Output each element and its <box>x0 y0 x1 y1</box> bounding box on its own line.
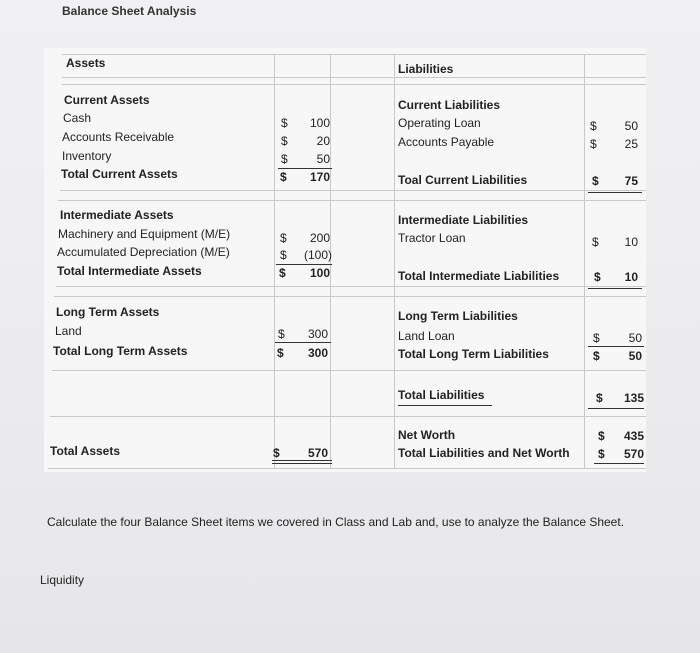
grid-line <box>50 416 646 417</box>
total-current-liabilities-label: Toal Current Liabilities <box>398 173 528 187</box>
asset-item-sign: $ <box>280 248 287 262</box>
liability-item-label: Land Loan <box>398 329 455 343</box>
balance-sheet-table <box>44 48 646 472</box>
total-underline <box>588 192 642 193</box>
asset-item-value: 50 <box>316 152 330 166</box>
total-underline <box>272 463 332 464</box>
net-worth-sign: $ <box>598 429 605 443</box>
total-liabilities-label: Total Liabilities <box>398 388 485 402</box>
total-liabilities-net-worth-sign: $ <box>598 447 605 461</box>
total-underline <box>588 346 644 347</box>
grid-line <box>394 54 395 468</box>
total-long-term-liabilities-sign: $ <box>593 349 600 363</box>
asset-item-sign: $ <box>281 116 288 130</box>
asset-item-label: Inventory <box>62 149 112 163</box>
asset-item-sign: $ <box>281 134 288 148</box>
asset-item-label: Land <box>55 324 82 338</box>
total-liabilities-sign: $ <box>596 391 603 405</box>
intermediate-assets-heading: Intermediate Assets <box>60 208 174 222</box>
total-underline <box>588 408 644 409</box>
net-worth-label: Net Worth <box>398 428 456 442</box>
grid-line <box>54 296 646 297</box>
liability-item-value: 50 <box>628 331 642 345</box>
grid-line <box>274 54 275 468</box>
liability-item-label: Tractor Loan <box>398 231 466 245</box>
liabilities-header: Liabilities <box>398 62 454 76</box>
grid-line <box>60 190 646 191</box>
liquidity-label: Liquidity <box>40 573 85 587</box>
total-intermediate-liabilities-label: Total Intermediate Liabilities <box>398 269 560 283</box>
liability-item-value: 50 <box>624 119 638 133</box>
liability-item-sign: $ <box>590 137 597 151</box>
total-long-term-assets-sign: $ <box>277 346 284 360</box>
total-assets-label: Total Assets <box>50 444 121 458</box>
total-current-assets-label: Total Current Assets <box>61 167 178 181</box>
grid-line <box>58 200 646 201</box>
total-underline <box>275 342 331 343</box>
liability-item-label: Operating Loan <box>398 116 481 130</box>
intermediate-liabilities-heading: Intermediate Liabilities <box>398 213 529 227</box>
liability-item-value: 25 <box>624 137 638 151</box>
grid-line <box>52 370 646 371</box>
page-title: Balance Sheet Analysis <box>62 4 197 18</box>
liability-item-label: Accounts Payable <box>398 135 495 149</box>
asset-item-value: 200 <box>309 231 330 245</box>
assets-header: Assets <box>66 56 106 70</box>
grid-line <box>62 84 646 85</box>
grid-line <box>56 286 646 287</box>
total-underline <box>276 264 332 265</box>
total-underline <box>272 460 332 461</box>
total-intermediate-assets-label: Total Intermediate Assets <box>57 264 202 278</box>
total-liabilities-net-worth-label: Total Liabilities and Net Worth <box>398 446 570 460</box>
total-long-term-liabilities-value: 50 <box>628 349 642 363</box>
grid-line <box>48 468 646 469</box>
grid-line <box>62 77 646 78</box>
long-term-liabilities-heading: Long Term Liabilities <box>398 309 518 323</box>
total-liabilities-value: 135 <box>623 391 644 405</box>
total-intermediate-assets-sign: $ <box>279 266 286 280</box>
total-current-liabilities-value: 75 <box>624 174 638 188</box>
total-current-liabilities-sign: $ <box>592 174 599 188</box>
net-worth-value: 435 <box>623 429 644 443</box>
total-intermediate-assets-value: 100 <box>309 266 330 280</box>
total-long-term-liabilities-label: Total Long Term Liabilities <box>398 347 549 361</box>
asset-item-sign: $ <box>278 327 285 341</box>
asset-item-sign: $ <box>281 152 288 166</box>
asset-item-label: Machinery and Equipment (M/E) <box>58 227 231 241</box>
liability-item-sign: $ <box>592 235 599 249</box>
total-long-term-assets-label: Total Long Term Assets <box>53 344 188 358</box>
current-liabilities-heading: Current Liabilities <box>398 98 501 112</box>
asset-item-value: 20 <box>316 134 330 148</box>
asset-item-label: Accounts Receivable <box>62 130 175 144</box>
total-underline <box>278 168 332 169</box>
total-assets-sign: $ <box>273 446 280 460</box>
total-intermediate-liabilities-sign: $ <box>594 270 601 284</box>
grid-line <box>62 54 646 55</box>
asset-item-label: Cash <box>63 111 92 125</box>
total-current-assets-value: 170 <box>309 170 330 184</box>
grid-line <box>584 54 585 468</box>
liability-item-sign: $ <box>590 119 597 133</box>
liability-item-value: 10 <box>624 235 638 249</box>
total-assets-value: 570 <box>307 446 328 460</box>
liability-item-sign: $ <box>593 331 600 345</box>
asset-item-label: Accumulated Depreciation (M/E) <box>57 245 230 259</box>
asset-item-value: 100 <box>309 116 330 130</box>
current-assets-heading: Current Assets <box>64 93 150 107</box>
total-underline <box>398 405 492 406</box>
asset-item-value: 300 <box>307 327 328 341</box>
total-liabilities-net-worth-value: 570 <box>623 447 644 461</box>
asset-item-sign: $ <box>280 231 287 245</box>
asset-item-value: (100) <box>303 248 332 262</box>
total-underline <box>594 463 644 464</box>
instructions-text: Calculate the four Balance Sheet items we covered in Class and Lab and, use to analyze the Balance Sheet. <box>47 515 625 529</box>
total-long-term-assets-value: 300 <box>307 346 328 360</box>
total-intermediate-liabilities-value: 10 <box>624 270 638 284</box>
long-term-assets-heading: Long Term Assets <box>56 305 160 319</box>
total-current-assets-sign: $ <box>280 170 287 184</box>
total-underline <box>588 288 642 289</box>
